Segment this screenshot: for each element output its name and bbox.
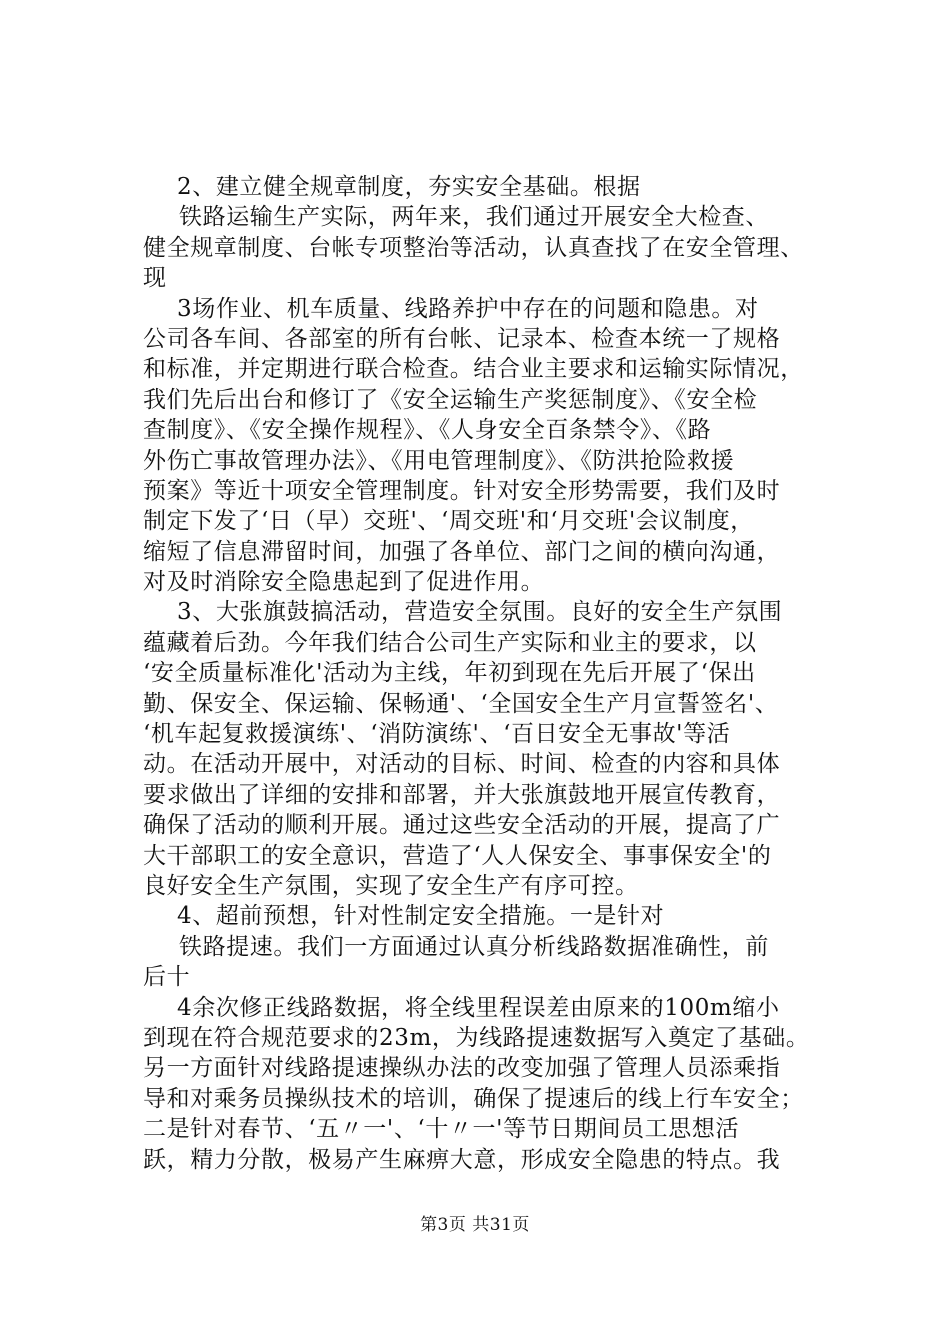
paragraph-line: 二是针对春节、‘五〃一'、‘十〃一'等节日期间员工思想活	[143, 1116, 740, 1143]
paragraph-line: 4余次修正线路数据，将全线里程误差由原来的100m缩小	[177, 994, 780, 1021]
paragraph-line: 3、大张旗鼓搞活动，营造安全氛围。良好的安全生产氛围	[177, 599, 783, 626]
paragraph-line: 制定下发了‘日（早）交班'、‘周交班'和‘月交班'会议制度，	[143, 508, 754, 535]
paragraph-line: ‘机车起复救援演练'、‘消防演练'、‘百日安全无事故'等活	[143, 721, 731, 748]
paragraph-line: 3场作业、机车质量、线路养护中存在的问题和隐患。对	[177, 295, 759, 322]
paragraph-line: 健全规章制度、台帐专项整治等活动，认真查找了在安全管理、	[143, 234, 804, 261]
paragraph-line: 铁路运输生产实际，两年来，我们通过开展安全大检查、	[179, 204, 769, 231]
paragraph-line: ‘安全质量标准化'活动为主线，年初到现在先后开展了‘保出	[143, 660, 756, 687]
paragraph-line: 导和对乘务员操纵技术的培训，确保了提速后的线上行车安全；	[143, 1085, 804, 1112]
paragraph-line: 我们先后出台和修订了《安全运输生产奖惩制度》、《安全检	[143, 386, 758, 413]
paragraph-line: 要求做出了详细的安排和部署，并大张旗鼓地开展宣传教育，	[143, 781, 781, 808]
paragraph-line: 2、建立健全规章制度，夯实安全基础。根据	[177, 174, 641, 200]
paragraph-line: 良好安全生产氛围，实现了安全生产有序可控。	[143, 872, 639, 899]
paragraph-line: 铁路提速。我们一方面通过认真分析线路数据准确性，前	[179, 933, 769, 960]
paragraph-line: 到现在符合规范要求的23m，为线路提速数据写入奠定了基础。	[143, 1024, 810, 1051]
paragraph-line: 勤、保安全、保运输、保畅通'、‘全国安全生产月宣誓签名'、	[143, 690, 779, 717]
page-footer: 第3页 共31页	[420, 1215, 530, 1235]
paragraph-line: 和标准，并定期进行联合检查。结合业主要求和运输实际情况，	[143, 356, 804, 383]
paragraph-line: 后十	[143, 964, 191, 991]
paragraph-line: 对及时消除安全隐患起到了促进作用。	[143, 569, 545, 596]
paragraph-line: 跃，精力分散，极易产生麻痹大意，形成安全隐患的特点。我	[143, 1146, 781, 1173]
paragraph-line: 现	[143, 265, 167, 292]
paragraph-line: 查制度》、《安全操作规程》、《人身安全百条禁令》、《路	[143, 417, 712, 444]
paragraph-line: 确保了活动的顺利开展。通过这些安全活动的开展，提高了广	[143, 812, 781, 839]
paragraph-line: 公司各车间、各部室的所有台帐、记录本、检查本统一了规格	[143, 325, 781, 352]
paragraph-line: 预案》等近十项安全管理制度。针对安全形势需要，我们及时	[143, 477, 781, 504]
paragraph-line: 蕴藏着后劲。今年我们结合公司生产实际和业主的要求，以	[143, 629, 757, 656]
paragraph-line: 动。在活动开展中，对活动的目标、时间、检查的内容和具体	[143, 751, 781, 778]
paragraph-line: 缩短了信息滞留时间，加强了各单位、部门之间的横向沟通，	[143, 538, 781, 565]
paragraph-line: 另一方面针对线路提速操纵办法的改变加强了管理人员添乘指	[143, 1055, 781, 1082]
paragraph-line: 4、超前预想，针对性制定安全措施。一是针对	[177, 903, 665, 930]
paragraph-line: 外伤亡事故管理办法》、《用电管理制度》、《防洪抢险救援	[143, 447, 735, 474]
body-text	[143, 172, 863, 1175]
paragraph-line: 大干部职工的安全意识，营造了‘人人保安全、事事保安全'的	[143, 842, 772, 869]
